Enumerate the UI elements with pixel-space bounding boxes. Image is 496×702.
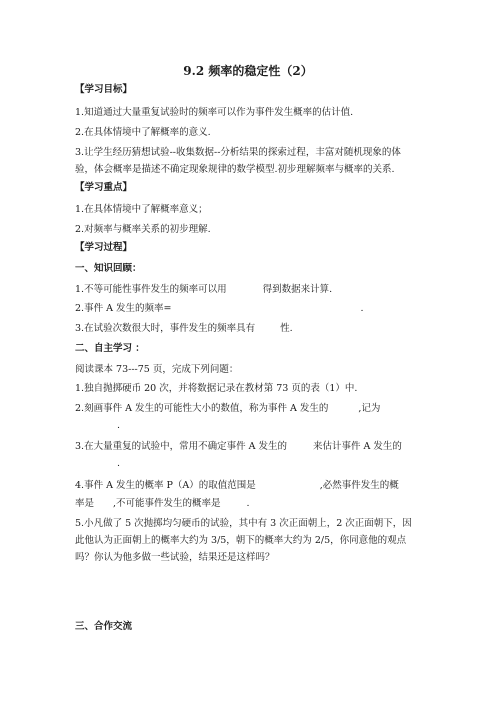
goal-item-1: 1.知道通过大量重复试验时的频率可以作为事件发生概率的估计值. bbox=[75, 107, 354, 118]
review-question-3 bbox=[75, 322, 293, 336]
review-question-1 bbox=[75, 283, 332, 297]
focus-item-1: 1.在具体情境中了解概率意义； bbox=[75, 204, 208, 215]
review-q3-text-a: 3.在试验次数很大时，事件发生的频率具有 bbox=[75, 323, 256, 334]
self-study-heading: 二、自主学习 ： bbox=[75, 343, 145, 354]
self-study-question-5-line-3: 吗？你认为他多做一些试验，结果还是这样吗？ bbox=[75, 552, 275, 563]
goals-heading: 【学习目标】 bbox=[75, 84, 133, 95]
review-q2-text-b: . bbox=[360, 303, 364, 314]
self-study-q4-text-c: 率是 bbox=[75, 498, 95, 509]
self-study-q4-text-d: ,不可能事件发生的概率是 bbox=[113, 498, 221, 509]
focus-heading: 【学习重点】 bbox=[75, 182, 133, 193]
self-study-question-1: 1.独自抛掷硬币 20 次，并将数据记录在教材第 73 页的表（1）中. bbox=[75, 383, 358, 394]
review-q2-text-a: 2.事件 A 发生的频率= bbox=[75, 303, 172, 314]
self-study-q3-end: . bbox=[117, 458, 121, 469]
review-q1-text-b: 得到数据来计算. bbox=[262, 284, 333, 295]
review-question-2 bbox=[75, 302, 363, 316]
self-study-intro: 阅读课本 73---75 页，完成下列问题： bbox=[75, 364, 239, 375]
self-study-question-4 bbox=[75, 479, 399, 493]
self-study-q3-text-b: 来估计事件 A 发生的 bbox=[312, 441, 402, 452]
review-heading: 一、知识回顾： bbox=[75, 263, 142, 274]
review-q1-text-a: 1.不等可能性事件发生的频率可以用 bbox=[75, 284, 227, 295]
self-study-q3-text-a: 3.在大量重复的试验中，常用不确定事件 A 发生的 bbox=[75, 441, 287, 452]
self-study-q4-text-b: ,必然事件发生的概 bbox=[319, 480, 399, 491]
focus-item-2: 2.对频率与概率关系的初步理解. bbox=[75, 224, 211, 235]
review-q3-text-b: 性. bbox=[280, 323, 293, 334]
self-study-q2-text-b: ,记为 bbox=[358, 403, 381, 414]
exchange-heading: 三、合作交流 bbox=[75, 621, 133, 632]
self-study-q4-text-a: 4.事件 A 发生的概率 P（A）的取值范围是 bbox=[75, 480, 256, 491]
self-study-question-4-line-2 bbox=[75, 497, 250, 511]
self-study-question-2 bbox=[75, 402, 380, 416]
self-study-question-3 bbox=[75, 440, 402, 454]
self-study-question-5-line-1: 5.小凡做了 5 次抛掷均匀硬币的试验，其中有 3 次正面朝上，2 次正面朝下，因 bbox=[75, 518, 412, 529]
goal-item-2: 2.在具体情境中了解概率的意义. bbox=[75, 127, 211, 138]
goal-item-3-line-2: 验，体会概率是描述不确定现象规律的数学模型.初步理解频率与概率的关系. bbox=[75, 164, 395, 175]
goal-item-3-line-1: 3.让学生经历猜想试验--收集数据--分析结果的探索过程，丰富对随机现象的体 bbox=[75, 147, 401, 158]
page-title: 9.2 频率的稳定性（2） bbox=[183, 64, 313, 78]
self-study-q2-end: . bbox=[117, 420, 121, 431]
self-study-question-5-line-2: 此他认为正面朝上的概率大约为 3/5，朝下的概率大约为 2/5，你同意他的观点 bbox=[75, 535, 407, 546]
self-study-q4-text-e: . bbox=[246, 498, 250, 509]
process-heading: 【学习过程】 bbox=[75, 242, 133, 253]
self-study-q2-text-a: 2.刻画事件 A 发生的可能性大小的数值，称为事件 A 发生的 bbox=[75, 403, 329, 414]
